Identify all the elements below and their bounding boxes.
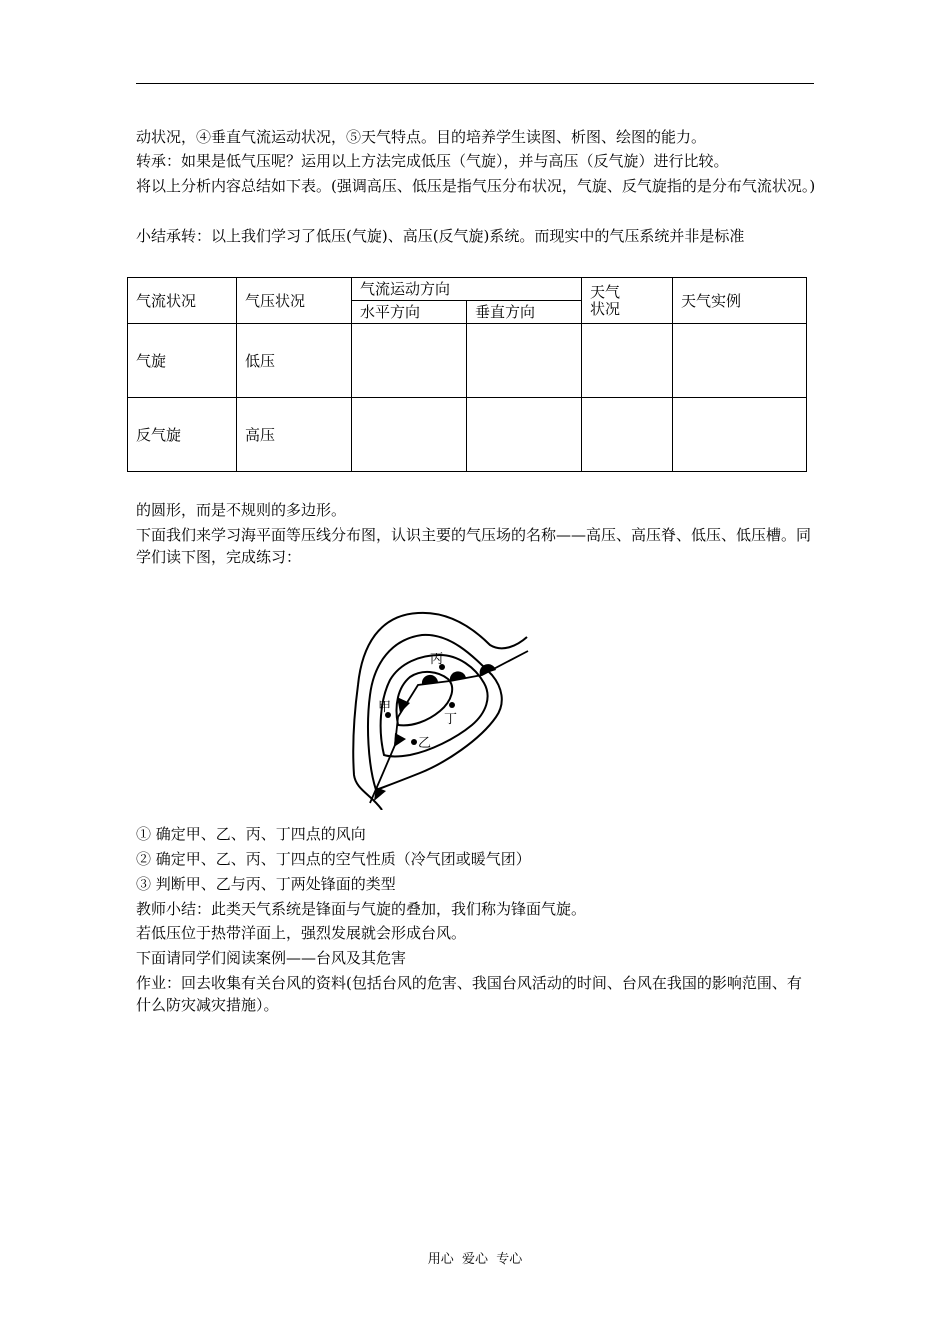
header-airflow: 气流状况 xyxy=(128,278,237,324)
paragraph: 将以上分析内容总结如下表。(强调高压、低压是指气压分布状况，气旋、反气旋指的是分布气流状况。) xyxy=(136,177,816,195)
table-row xyxy=(128,398,807,472)
label-yi: 乙 xyxy=(418,736,432,751)
header-horizontal: 水平方向 xyxy=(352,301,467,324)
paragraph: 转承：如果是低气压呢？运用以上方法完成低压（气旋），并与高压（反气旋）进行比较。 xyxy=(136,152,729,170)
isobar-front-diagram xyxy=(340,605,540,810)
question: ① 确定甲、乙、丙、丁四点的风向 xyxy=(136,825,366,843)
header-vertical: 垂直方向 xyxy=(467,301,582,324)
header-motion: 气流运动方向 xyxy=(352,278,582,301)
cell-weather xyxy=(582,398,673,472)
pressure-system-table xyxy=(127,277,807,472)
cell-horizontal xyxy=(352,324,467,398)
header-pressure: 气压状况 xyxy=(237,278,352,324)
paragraph: 教师小结：此类天气系统是锋面与气旋的叠加，我们称为锋面气旋。 xyxy=(136,900,587,918)
paragraph: 小结承转：以上我们学习了低压(气旋)、高压(反气旋)系统。而现实中的气压系统并非是标准 xyxy=(136,227,745,245)
paragraph: 下面请同学们阅读案例——台风及其危害 xyxy=(136,949,407,967)
cell-airflow: 反气旋 xyxy=(128,398,237,472)
paragraph: 若低压位于热带洋面上，强烈发展就会形成台风。 xyxy=(136,924,467,942)
cold-front-symbol xyxy=(374,787,386,801)
label-jia: 甲 xyxy=(378,700,392,715)
paragraph: 作业：回去收集有关台风的资料(包括台风的危害、我国台风活动的时间、台风在我国的影响范围、有什么防灾减灾措施）。 xyxy=(136,974,802,1014)
question: ③ 判断甲、乙与丙、丁两处锋面的类型 xyxy=(136,875,396,893)
label-bing: 丙 xyxy=(430,652,444,667)
cell-pressure: 低压 xyxy=(237,324,352,398)
cell-pressure: 高压 xyxy=(237,398,352,472)
paragraph: 下面我们来学习海平面等压线分布图，认识主要的气压场的名称——高压、高压脊、低压、低压槽。同学们读下图，完成练习： xyxy=(136,526,812,566)
question: ② 确定甲、乙、丙、丁四点的空气性质（冷气团或暖气团） xyxy=(136,850,531,868)
header-example: 天气实例 xyxy=(673,278,807,324)
header-weather: 天气 状况 xyxy=(582,278,673,324)
cell-weather xyxy=(582,324,673,398)
point-yi xyxy=(411,739,417,745)
cell-vertical xyxy=(467,398,582,472)
table-row xyxy=(128,324,807,398)
cell-example xyxy=(673,398,807,472)
label-ding: 丁 xyxy=(444,712,458,727)
paragraph: 动状况，④垂直气流运动状况，⑤天气特点。目的培养学生读图、析图、绘图的能力。 xyxy=(136,128,707,146)
cold-front-symbol xyxy=(394,733,406,747)
cell-horizontal xyxy=(352,398,467,472)
cell-example xyxy=(673,324,807,398)
point-ding xyxy=(449,702,455,708)
cell-vertical xyxy=(467,324,582,398)
cold-front-line xyxy=(370,717,398,803)
paragraph: 的圆形，而是不规则的多边形。 xyxy=(136,501,347,519)
page-footer: 用心 爱心 专心 xyxy=(427,1252,523,1267)
cell-airflow: 气旋 xyxy=(128,324,237,398)
header-rule xyxy=(136,83,814,84)
